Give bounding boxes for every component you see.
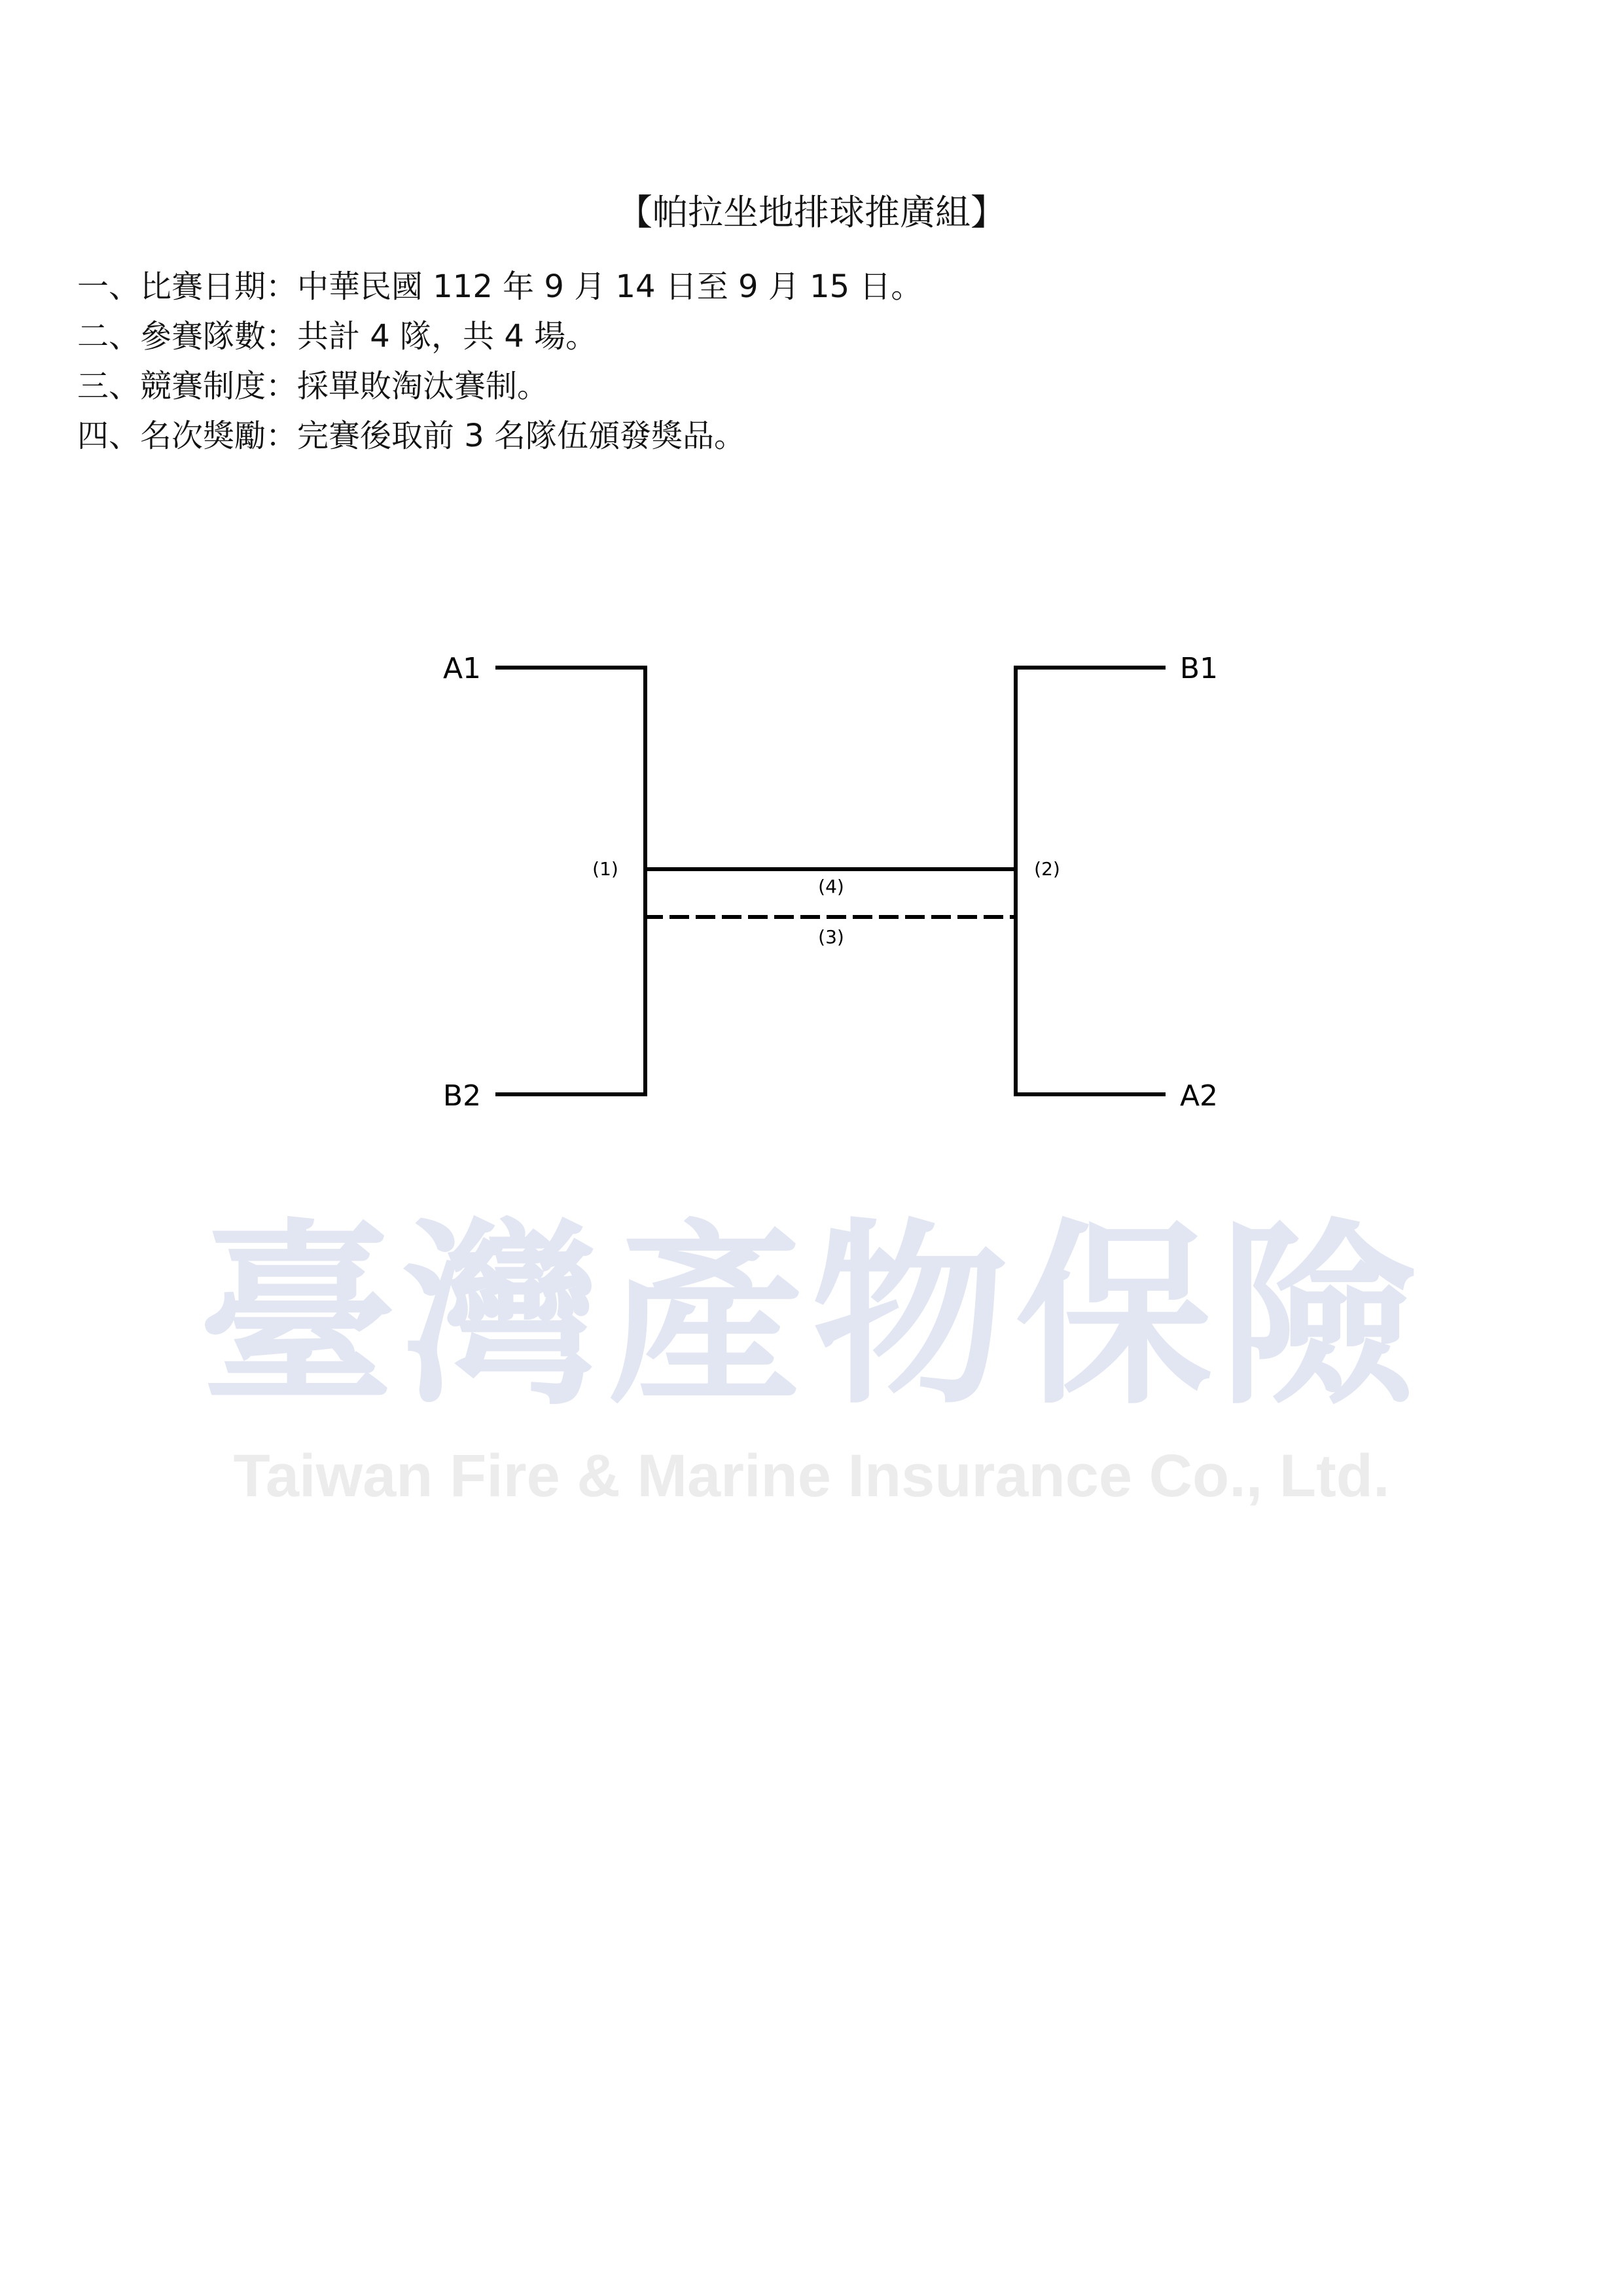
watermark-english: Taiwan Fire & Marine Insurance Co., Ltd. bbox=[233, 1443, 1390, 1509]
info-item-format: 三、競賽制度：採單敗淘汰賽制。 bbox=[77, 368, 549, 404]
bracket-left-lines bbox=[497, 668, 645, 1094]
match-label-4: (4) bbox=[818, 876, 844, 897]
page-title: 【帕拉坐地排球推廣組】 bbox=[617, 192, 1006, 233]
team-a1: A1 bbox=[442, 652, 482, 685]
info-item-team-count: 二、參賽隊數：共計 4 隊，共 4 場。 bbox=[77, 318, 597, 355]
team-b1: B1 bbox=[1179, 652, 1219, 685]
bracket-right-lines bbox=[1016, 668, 1164, 1094]
team-b2: B2 bbox=[442, 1079, 482, 1113]
info-item-date: 一、比賽日期：中華民國 112 年 9 月 14 日至 9 月 15 日。 bbox=[77, 268, 923, 305]
info-item-awards: 四、名次獎勵：完賽後取前 3 名隊伍頒發獎品。 bbox=[77, 418, 746, 454]
match-label-2: (2) bbox=[1034, 858, 1060, 880]
match-label-3: (3) bbox=[818, 926, 844, 948]
match-label-1: (1) bbox=[592, 858, 618, 880]
team-a2: A2 bbox=[1179, 1079, 1219, 1113]
watermark-chinese: 臺灣產物保險 bbox=[199, 1200, 1424, 1431]
